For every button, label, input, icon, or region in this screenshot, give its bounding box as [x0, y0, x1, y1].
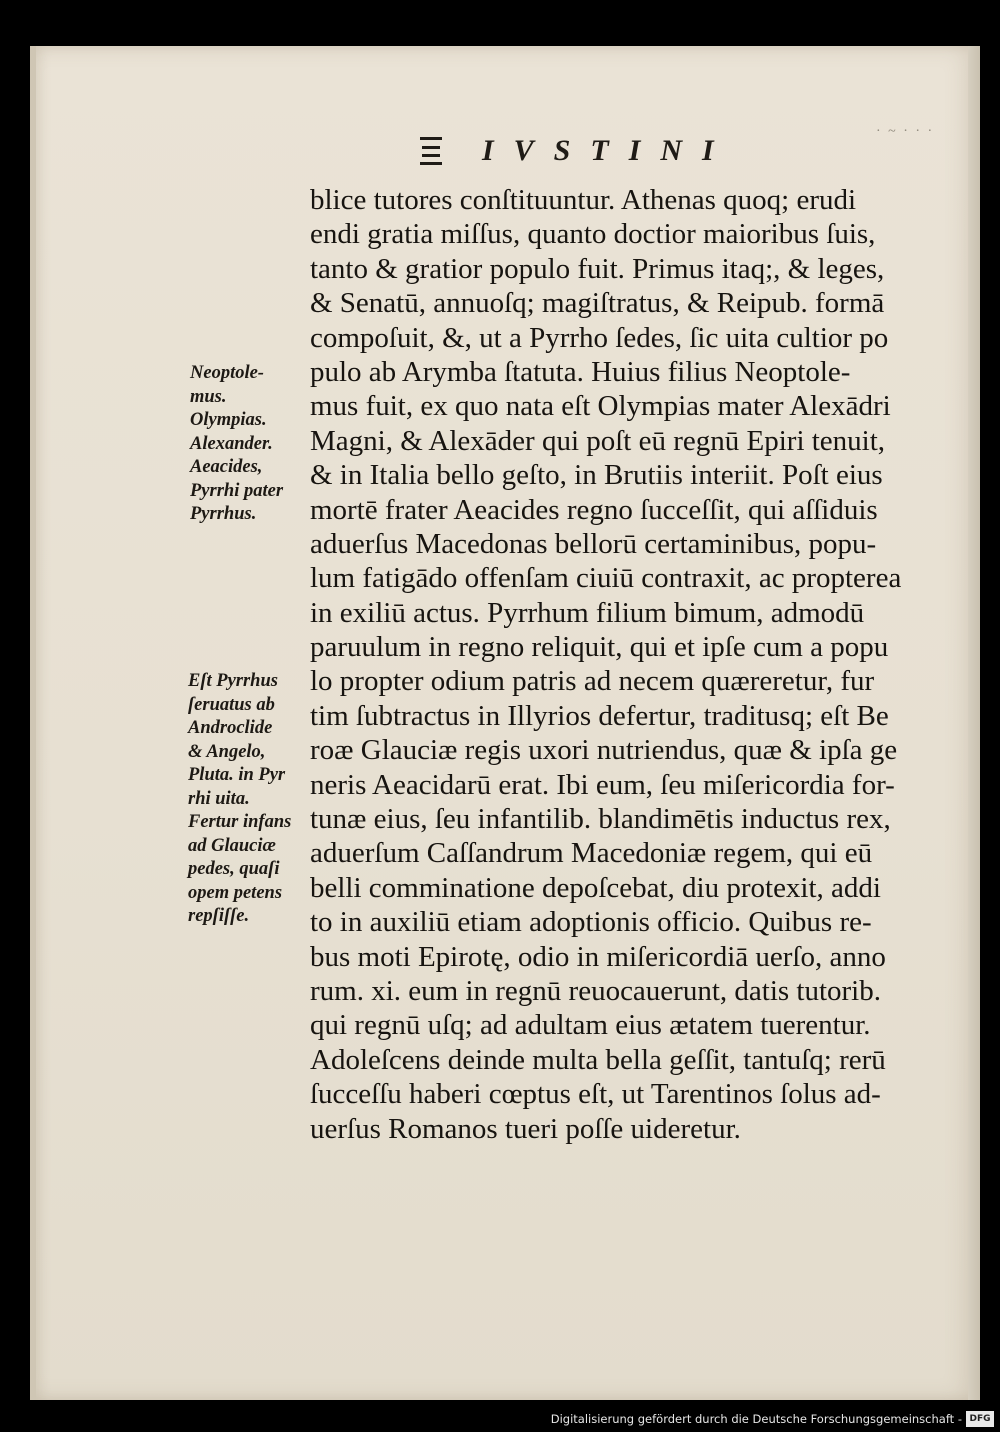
text-line: tim ſubtractus in Illyrios defertur, traditusq; eſt Be [310, 699, 889, 732]
marginal-note-line: Pluta. in Pyr [188, 765, 286, 785]
marginal-note-line: Eſt Pyrrhus [188, 671, 278, 691]
text-line: compoſuit, &, ut a Pyrrho ſedes, ſic uita cultior po [310, 321, 889, 354]
marginal-note-line: Androclide [188, 718, 273, 738]
footer-bar [0, 1408, 1000, 1432]
text-line: & in Italia bello geſto, in Brutiis interiit. Poſt eius [310, 459, 883, 492]
page-gutter-edge [968, 46, 980, 1400]
corner-mark: · ~ · · · [876, 124, 935, 139]
main-text-block [310, 183, 950, 1146]
text-line: in exiliū actus. Pyrrhum filium bimum, admodū [310, 596, 865, 629]
marginal-note-block-2 [188, 670, 291, 929]
marginal-note-line: opem petens [188, 882, 283, 903]
marginal-note-line: Fertur infans [188, 812, 292, 832]
marginal-note-line: ſeruatus ab [188, 694, 275, 715]
text-line: neris Aeacidarū erat. Ibi eum, ſeu miſericordia for- [310, 768, 895, 801]
marginal-note-line: Pyrrhi pater [190, 480, 284, 501]
funding-credit: Digitalisierung gefördert durch die Deutsche Forschungsgemeinschaft - [550, 1412, 962, 1426]
text-line: lo propter odium patris ad necem quæreretur, fur [310, 665, 875, 698]
marginal-note-line: Pyrrhus. [190, 504, 257, 524]
text-line: roæ Glauciæ regis uxori nutriendus, quæ & ipſa ge [310, 734, 898, 767]
marginal-note-block-1 [190, 362, 283, 527]
text-line: bus moti Epirotę, odio in miſericordiā uerſo, anno [310, 940, 886, 973]
dfg-logo: DFG [966, 1411, 994, 1427]
marginal-note-line: repſiſſe. [188, 906, 250, 926]
text-line: pulo ab Arymba ſtatuta. Huius filius Neoptole- [310, 355, 851, 388]
marginal-note-line: Alexander. [190, 433, 273, 454]
text-line: ſucceſſu haberi cœptus eſt, ut Tarentinos ſolus ad- [310, 1078, 881, 1111]
marginal-note-line: ad Glauciæ [188, 835, 276, 856]
text-line: Adoleſcens deinde multa bella geſſit, tantuſq; rerū [310, 1043, 886, 1076]
ornament-icon [420, 137, 442, 165]
text-line: lum fatigādo offenſam ciuiū contraxit, ac propterea [310, 562, 902, 595]
marginal-note-line: rhi uita. [188, 788, 250, 809]
text-line: tunæ eius, ſeu infantilib. blandimētis inductus rex, [310, 803, 891, 836]
text-line: rum. xi. eum in regnū reuocauerunt, datis tutorib. [310, 974, 881, 1007]
text-line: Magni, & Alexāder qui poſt eū regnū Epiri tenuit, [310, 424, 886, 457]
text-line: tanto & gratior populo fuit. Primus itaq;, & leges, [310, 252, 885, 285]
text-line: belli comminatione depoſcebat, diu protexit, addi [310, 871, 881, 904]
running-title: IVSTINI [482, 134, 734, 167]
marginal-note-line: Neoptole- [190, 363, 264, 383]
marginal-note-line: pedes, quaſi [188, 859, 280, 879]
text-line: to in auxiliū etiam adoptionis officio. Quibus re- [310, 906, 872, 939]
text-line: mortē frater Aeacides regno ſucceſſit, qui aſſiduis [310, 493, 878, 526]
text-line: paruulum in regno reliquit, qui et ipſe cum a popu [310, 631, 889, 664]
marginal-note-line: Aeacides, [190, 457, 263, 477]
text-line: qui regnū uſq; ad adultam eius ætatem tuerentur. [310, 1009, 871, 1042]
text-line: & Senatū, annuoſq; magiſtratus, & Reipub. formā [310, 287, 885, 320]
text-line: endi gratia miſſus, quanto doctior maioribus ſuis, [310, 218, 876, 251]
text-line: aduerſus Macedonas bellorū certaminibus, popu- [310, 527, 877, 560]
marginal-note-line: Olympias. [190, 410, 267, 430]
running-head [420, 128, 780, 174]
text-line: mus fuit, ex quo nata eſt Olympias mater Alexādri [310, 390, 891, 423]
text-line: blice tutores conſtituuntur. Athenas quoq; erudi [310, 184, 857, 216]
text-line: aduerſum Caſſandrum Macedoniæ regem, qui eū [310, 837, 873, 870]
text-line: uerſus Romanos tueri poſſe uideretur. [310, 1112, 741, 1145]
marginal-note-line: & Angelo, [188, 741, 266, 762]
marginal-note-line: mus. [190, 386, 227, 407]
